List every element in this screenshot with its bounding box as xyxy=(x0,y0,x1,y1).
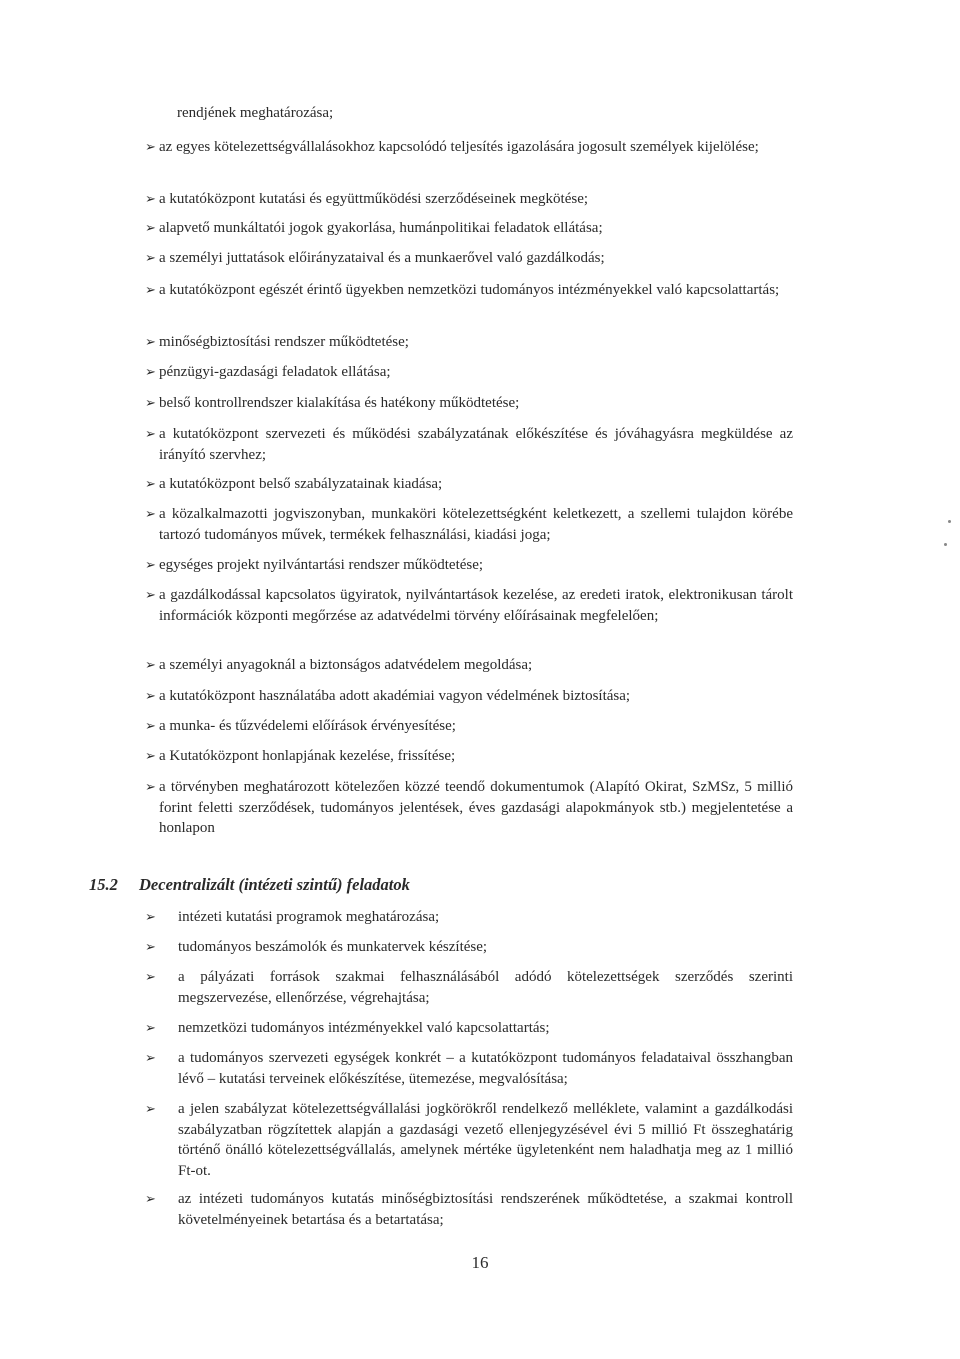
list-item-text: pénzügyi-gazdasági feladatok ellátása; xyxy=(159,364,391,380)
arrow-bullet-icon: ➢ xyxy=(145,779,156,794)
list-item-text: intézeti kutatási programok meghatározása; xyxy=(178,909,440,925)
arrow-bullet-icon: ➢ xyxy=(145,1101,156,1116)
list-item xyxy=(145,1099,793,1181)
arrow-bullet-icon: ➢ xyxy=(145,364,156,379)
arrow-bullet-icon: ➢ xyxy=(145,334,156,349)
arrow-bullet-icon: ➢ xyxy=(145,476,156,491)
list-item xyxy=(145,248,793,269)
continuation-line: rendjének meghatározása; xyxy=(177,105,334,121)
list-item xyxy=(145,280,793,301)
arrow-bullet-icon: ➢ xyxy=(145,718,156,733)
list-item xyxy=(145,1189,793,1230)
list-item xyxy=(145,137,793,158)
arrow-bullet-icon: ➢ xyxy=(145,395,156,410)
list-item-text: a munka- és tűzvédelemi előírások érvényesítése; xyxy=(159,718,456,734)
list-item xyxy=(145,655,793,676)
arrow-bullet-icon: ➢ xyxy=(145,939,156,954)
list-item xyxy=(145,393,793,414)
arrow-bullet-icon: ➢ xyxy=(145,909,156,924)
list-item xyxy=(145,332,793,353)
scan-speck xyxy=(944,543,947,546)
scan-speck xyxy=(948,520,951,523)
arrow-bullet-icon: ➢ xyxy=(145,748,156,763)
list-item xyxy=(145,777,793,839)
list-item xyxy=(145,424,793,465)
list-item-text: a jelen szabályzat kötelezettségvállalási jogkörökről rendelkező melléklete, valamint a gazdálkodási szabályzatban rögzítettek alapján a gazdasági vezető ellenjegyzésével évi 5 millió Ft összeghatárig történő önálló kötelezettségvállalás, amelynek mértéke ügyletenként nem haladhatja meg az 1 millió Ft-ot. xyxy=(178,1101,793,1179)
arrow-bullet-icon: ➢ xyxy=(145,969,156,984)
list-item-text: a Kutatóközpont honlapjának kezelése, frissítése; xyxy=(159,748,456,764)
list-item-text: a kutatóközpont egészét érintő ügyekben nemzetközi tudományos intézményekkel való kapcsolattartás; xyxy=(159,282,780,298)
list-item xyxy=(145,1018,793,1039)
section-number: 15.2 xyxy=(89,875,118,894)
list-item-text: az intézeti tudományos kutatás minőségbiztosítási rendszerének működtetése, a szakmai kontroll követelményeinek betartása és a betartatása; xyxy=(178,1191,793,1228)
list-item-text: nemzetközi tudományos intézményekkel való kapcsolattartás; xyxy=(178,1020,550,1036)
arrow-bullet-icon: ➢ xyxy=(145,657,156,672)
list-item-text: a tudományos szervezeti egységek konkrét – a kutatóközpont tudományos feladataival összhangban lévő – kutatási terveinek előkészítése, ütemezése, megvalósítása; xyxy=(178,1050,793,1087)
list-item xyxy=(145,585,793,626)
list-item-text: tudományos beszámolók és munkatervek készítése; xyxy=(178,939,488,955)
arrow-bullet-icon: ➢ xyxy=(145,191,156,206)
list-item xyxy=(145,746,793,767)
arrow-bullet-icon: ➢ xyxy=(145,557,156,572)
list-item xyxy=(145,362,793,383)
list-item-text: a személyi anyagoknál a biztonságos adatvédelem megoldása; xyxy=(159,657,533,673)
list-item-text: a törvényben meghatározott kötelezően közzé teendő dokumentumok (Alapító Okirat, SzMSz, 5 millió forint feletti szerződések, tudományos jelentések, éves gazdasági alapokmányok stb.) megjelentetése a honlapon xyxy=(159,779,793,836)
list-item-text: egységes projekt nyilvántartási rendszer működtetése; xyxy=(159,557,484,573)
list-item xyxy=(145,474,793,495)
list-item-text: a kutatóközpont használatába adott akadémiai vagyon védelmének biztosítása; xyxy=(159,688,631,704)
page-number: 16 xyxy=(471,1253,489,1272)
list-item xyxy=(145,504,793,545)
arrow-bullet-icon: ➢ xyxy=(145,282,156,297)
list-item xyxy=(145,189,793,210)
arrow-bullet-icon: ➢ xyxy=(145,1050,156,1065)
arrow-bullet-icon: ➢ xyxy=(145,587,156,602)
list-item-text: az egyes kötelezettségvállalásokhoz kapcsolódó teljesítés igazolására jogosult személyek kijelölése; xyxy=(159,139,759,155)
list-item xyxy=(145,218,793,239)
arrow-bullet-icon: ➢ xyxy=(145,1191,156,1206)
list-item xyxy=(145,937,793,958)
list-item xyxy=(145,907,793,928)
section-heading xyxy=(89,873,410,897)
arrow-bullet-icon: ➢ xyxy=(145,426,156,441)
list-item xyxy=(145,1048,793,1089)
list-item-text: a pályázati források szakmai felhasználásából adódó kötelezettségek szerződés szerinti megszervezése, ellenőrzése, végrehajtása; xyxy=(178,969,793,1006)
list-item-text: a kutatóközpont belső szabályzatainak kiadása; xyxy=(159,476,443,492)
list-item-text: alapvető munkáltatói jogok gyakorlása, humánpolitikai feladatok ellátása; xyxy=(159,220,603,236)
list-item-text: a kutatóközpont szervezeti és működési szabályzatának előkészítése és jóváhagyásra megküldése az irányító szervhez; xyxy=(159,426,793,463)
list-item-text: minőségbiztosítási rendszer működtetése; xyxy=(159,334,409,350)
list-item xyxy=(145,967,793,1008)
arrow-bullet-icon: ➢ xyxy=(145,1020,156,1035)
list-item xyxy=(145,716,793,737)
arrow-bullet-icon: ➢ xyxy=(145,506,156,521)
arrow-bullet-icon: ➢ xyxy=(145,220,156,235)
arrow-bullet-icon: ➢ xyxy=(145,688,156,703)
arrow-bullet-icon: ➢ xyxy=(145,250,156,265)
list-item-text: a közalkalmazotti jogviszonyban, munkaköri kötelezettségként keletkezett, a szellemi tulajdon körébe tartozó tudományos művek, termékek felhasználási, kiadási joga; xyxy=(159,506,793,543)
list-item-text: a gazdálkodással kapcsolatos ügyiratok, nyilvántartások kezelése, az eredeti iratok, elektronikusan tárolt információk központi megőrzése az adatvédelmi törvény előírásainak megfelelően; xyxy=(159,587,793,624)
list-item-text: a személyi juttatások előirányzataival és a munkaerővel való gazdálkodás; xyxy=(159,250,605,266)
list-item-text: belső kontrollrendszer kialakítása és hatékony működtetése; xyxy=(159,395,520,411)
list-item xyxy=(145,686,793,707)
section-title: Decentralizált (intézeti szintű) feladatok xyxy=(139,875,410,894)
list-item xyxy=(145,555,793,576)
arrow-bullet-icon: ➢ xyxy=(145,139,156,154)
list-item-text: a kutatóközpont kutatási és együttműködési szerződéseinek megkötése; xyxy=(159,191,589,207)
